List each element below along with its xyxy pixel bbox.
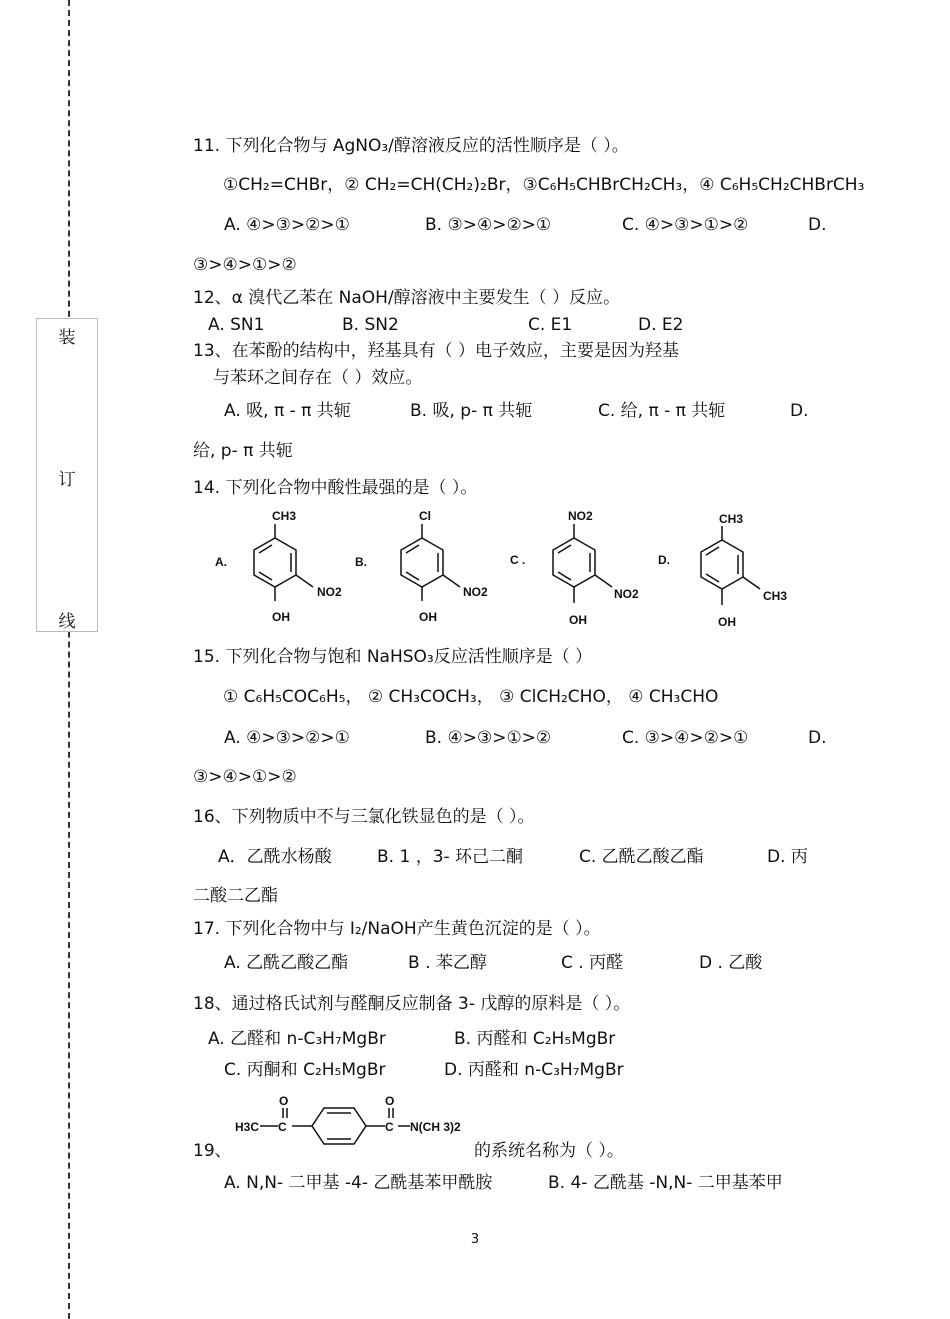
q13-option-b: B. 吸, p- π 共轭 xyxy=(410,401,533,421)
q14-stem: 14. 下列化合物中酸性最强的是（ ）。 xyxy=(193,478,478,498)
q18-option-c: C. 丙酮和 C₂H₅MgBr xyxy=(224,1060,386,1080)
q14-b-bottom: OH xyxy=(419,610,437,624)
q14-d-bottom: OH xyxy=(718,615,736,629)
q11-option-d: D. xyxy=(808,215,827,235)
q12-stem: 12、α 溴代乙苯在 NaOH/醇溶液中主要发生（ ）反应。 xyxy=(193,288,621,308)
q19-right-group: N(CH 3)2 xyxy=(410,1120,461,1134)
q19-structure xyxy=(230,1088,490,1148)
q19-option-b: B. 4- 乙酰基 -N,N- 二甲基苯甲 xyxy=(548,1173,783,1193)
q19-option-a: A. N,N- 二甲基 -4- 乙酰基苯甲酰胺 xyxy=(224,1173,493,1193)
q16-option-b: B. 1 ，3- 环己二酮 xyxy=(377,847,524,867)
q19-oxygen-2: O xyxy=(385,1094,395,1108)
q17-option-c: C . 丙醛 xyxy=(561,953,624,973)
q11-option-d-cont: ③>④>①>② xyxy=(193,255,297,275)
q14-label-d: D. xyxy=(658,553,670,567)
q12-option-b: B. SN2 xyxy=(342,315,399,335)
q11-option-a: A. ④>③>②>① xyxy=(224,215,350,235)
q13-option-d-cont: 给, p- π 共轭 xyxy=(193,441,293,461)
q13-stem-line1: 13、在苯酚的结构中，羟基具有（ ）电子效应，主要是因为羟基 xyxy=(193,341,680,361)
q14-label-c: C . xyxy=(510,553,526,567)
q12-option-c: C. E1 xyxy=(528,315,573,335)
svg-text:C: C xyxy=(278,1120,287,1134)
binding-char-ding: 订 xyxy=(58,470,76,490)
q12-option-d: D. E2 xyxy=(638,315,684,335)
q17-option-b: B . 苯乙醇 xyxy=(408,953,487,973)
binding-char-zhuang: 装 xyxy=(58,328,76,348)
q17-option-d: D . 乙酸 xyxy=(699,953,763,973)
q11-option-c: C. ④>③>①>② xyxy=(622,215,749,235)
q16-option-a: A．乙酰水杨酸 xyxy=(218,847,332,867)
q13-option-a: A. 吸, π - π 共轭 xyxy=(224,401,351,421)
q19-number: 19、 xyxy=(193,1141,232,1161)
q17-stem: 17. 下列化合物中与 I₂/NaOH产生黄色沉淀的是（ ）。 xyxy=(193,919,601,939)
q18-option-a: A. 乙醛和 n-C₃H₇MgBr xyxy=(208,1029,386,1049)
q13-option-d: D. xyxy=(790,401,809,421)
q15-option-d: D. xyxy=(808,728,827,748)
q14-a-top: CH3 xyxy=(272,509,297,523)
q14-label-b: B. xyxy=(355,555,367,569)
q19-left-group: H3C xyxy=(235,1120,260,1134)
q16-stem: 16、下列物质中不与三氯化铁显色的是（ ）。 xyxy=(193,807,535,827)
q19-oxygen-1: O xyxy=(279,1094,289,1108)
q11-stem: 11. 下列化合物与 AgNO₃/醇溶液反应的活性顺序是（ ）。 xyxy=(193,136,629,156)
q17-option-a: A. 乙酰乙酸乙酯 xyxy=(224,953,349,973)
q15-compounds: ① C₆H₅COC₆H₅， ② CH₃COCH₃， ③ ClCH₂CHO， ④ CH₃CHO xyxy=(223,687,719,707)
q13-stem-line2: 与苯环之间存在（ ）效应。 xyxy=(213,368,423,388)
q14-c-top: NO2 xyxy=(568,509,593,523)
q15-option-b: B. ④>③>①>② xyxy=(425,728,552,748)
q18-option-d: D. 丙醛和 n-C₃H₇MgBr xyxy=(444,1060,624,1080)
q15-stem: 15. 下列化合物与饱和 NaHSO₃反应活性顺序是（ ） xyxy=(193,647,593,667)
q11-option-b: B. ③>④>②>① xyxy=(425,215,552,235)
q16-option-c: C. 乙酰乙酸乙酯 xyxy=(579,847,704,867)
q14-c-bottom: OH xyxy=(569,613,587,627)
q16-option-d: D. 丙 xyxy=(767,847,808,867)
q14-c-side: NO2 xyxy=(614,587,639,601)
binding-char-xian: 线 xyxy=(58,612,76,632)
q14-b-top: Cl xyxy=(419,509,431,523)
q15-option-a: A. ④>③>②>① xyxy=(224,728,350,748)
q14-a-bottom: OH xyxy=(272,610,290,624)
q11-compounds: ①CH₂=CHBr，② CH₂=CH(CH₂)₂Br，③C₆H₅CHBrCH₂CH₃，④ C₆H₅CH₂CHBrCH₃ xyxy=(223,175,865,195)
page-number: 3 xyxy=(470,1232,480,1247)
q13-option-c: C. 给, π - π 共轭 xyxy=(598,401,726,421)
q18-option-b: B. 丙醛和 C₂H₅MgBr xyxy=(454,1029,616,1049)
binding-dashed-line xyxy=(68,0,70,1319)
binding-box xyxy=(36,318,98,632)
q14-d-side: CH3 xyxy=(763,589,788,603)
svg-text:C: C xyxy=(385,1120,394,1134)
q14-label-a: A. xyxy=(215,555,227,569)
q16-option-d-cont: 二酸二乙酯 xyxy=(193,886,278,906)
q14-d-top: CH3 xyxy=(719,512,744,526)
q18-stem: 18、通过格氏试剂与醛酮反应制备 3- 戊醇的原料是（ ）。 xyxy=(193,994,631,1014)
q15-option-c: C. ③>④>②>① xyxy=(622,728,749,748)
q15-option-d-cont: ③>④>①>② xyxy=(193,767,297,787)
q19-stem-suffix: 的系统名称为（ ）。 xyxy=(474,1141,624,1161)
q14-a-side: NO2 xyxy=(317,585,342,599)
q14-b-side: NO2 xyxy=(463,585,488,599)
q12-option-a: A. SN1 xyxy=(208,315,265,335)
q14-structures xyxy=(200,500,860,640)
